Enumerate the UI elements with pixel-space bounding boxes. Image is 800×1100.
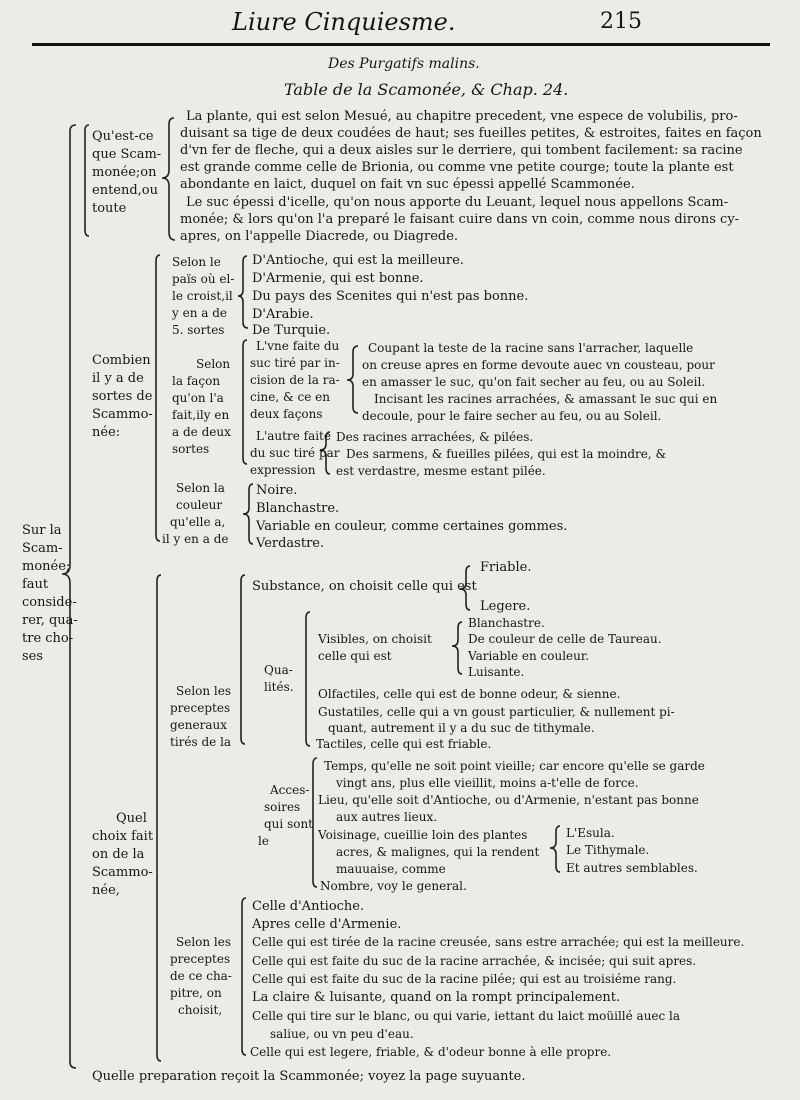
incision-label-line: L'vne faite du [256,339,340,353]
voisinage-item: Le Tithymale. [566,843,650,857]
chapitre-item: Celle qui est tirée de la racine creusée, sans estre arrachée; qui est la meilleure. [252,935,745,949]
substance-item: Legere. [480,599,531,614]
suc-text-line: Le suc épessi d'icelle, qu'on nous apporte du Leuant, lequel nous appellons Scam- [186,195,729,210]
pays-item: Du pays des Scenites qui n'est pas bonne. [252,289,529,304]
part1-label-line: Qu'est-ce [92,129,154,144]
chapitre-label-line: Selon les [176,935,232,949]
plante-text-line: est grande comme celle de Brionia, ou comme vne petite courge; toute la plante est [180,160,734,175]
facon-label-line: la façon [172,374,221,388]
qualites-label-line: Qua- [264,663,293,677]
expression-label-line: L'autre faite [256,429,331,443]
part2-label-line: née: [92,425,121,440]
accessoire-line: vingt ans, plus elle vieillit, moins a-t'elle de force. [336,776,639,790]
visibles-label-line: celle qui est [318,649,392,663]
expression-label-line: expression [250,463,316,477]
expression-text-line: est verdastre, mesme estant pilée. [336,464,546,478]
table-title: Table de la Scamonée, & Chap. 24. [284,80,569,99]
accessoire-line: acres, & malignes, qui la rendent [336,845,540,859]
chapitre-item: Celle qui est legere, friable, & d'odeur bonne à elle propre. [250,1045,612,1059]
pays-label-line: 5. sortes [172,323,225,337]
pays-label-line: le croist,il [172,289,233,303]
part3-label-line: née, [92,883,120,898]
qualite-line: Gustatiles, celle qui a vn goust particulier, & nullement pi- [318,705,675,719]
couleur-item: Blanchastre. [256,501,340,516]
part1-label-line: entend,ou [92,183,159,198]
incision-label-line: cine, & ce en [250,390,330,404]
facon-label-line: fait,ily en [172,408,230,422]
accessoire-line: Lieu, qu'elle soit d'Antioche, ou d'Armenie, n'estant pas bonne [318,793,699,807]
part1-label-line: toute [92,201,127,216]
incision-text-line: on creuse apres en forme devoute auec vn cousteau, pour [362,358,715,372]
root-label-line: rer, qua- [22,613,78,628]
part1-label-line: monée;on [92,165,157,180]
chapitre-item: Celle qui tire sur le blanc, ou qui varie, iettant du laict moüillé auec la [252,1009,681,1023]
expression-text-line: Des racines arrachées, & pilées. [336,430,534,444]
chapitre-label-line: choisit, [178,1003,223,1017]
facon-label-line: sortes [172,442,210,456]
footer-text: Quelle preparation reçoit la Scammonée; voyez la page suyuante. [92,1069,526,1084]
facon-label-line: Selon [196,357,231,371]
pays-item: De Turquie. [252,323,331,338]
substance-item: Friable. [480,560,532,575]
pays-item: D'Arabie. [252,307,314,322]
chapitre-item: saliue, ou vn peu d'eau. [270,1027,414,1041]
accessoires-label-line: Acces- [270,783,310,797]
plante-text-line: duisant sa tige de deux coudées de haut; ses fueilles petites, & estroites, faites en façon [180,126,762,141]
running-title: Liure Cinquiesme. [232,8,456,36]
couleur-label-line: qu'elle a, [170,515,226,529]
accessoire-line: Voisinage, cueillie loin des plantes [318,828,528,842]
pays-item: D'Armenie, qui est bonne. [252,271,424,286]
couleur-item: Variable en couleur, comme certaines gommes. [256,519,568,534]
couleur-item: Noire. [256,483,298,498]
chapitre-item: La claire & luisante, quand on la rompt principalement. [252,990,621,1005]
part3-label-line: Scammo- [92,865,153,880]
part2-label-line: sortes de [92,389,153,404]
accessoire-line: aux autres lieux. [336,810,438,824]
part3-label-line: on de la [92,847,145,862]
qualites-label-line: lités. [264,680,294,694]
couleur-item: Verdastre. [256,536,325,551]
plante-text-line: d'vn fer de fleche, qui a deux aisles sur le derriere, qui tombent facilement: sa racine [180,143,743,158]
root-label-line: faut [22,577,49,592]
pays-label-line: païs où el- [172,272,235,286]
pays-item: D'Antioche, qui est la meilleure. [252,253,464,268]
incision-text-line: decoule, pour le faire secher au feu, ou au Soleil. [362,409,662,423]
incision-label-line: suc tiré par in- [250,356,340,370]
root-label-line: monée; [22,559,71,574]
voisinage-item: L'Esula. [566,826,615,840]
couleur-label-line: Selon la [176,481,225,495]
incision-label-line: deux façons [250,407,323,421]
part2-label-line: Scammo- [92,407,153,422]
accessoire-line: Temps, qu'elle ne soit point vieille; car encore qu'elle se garde [324,759,705,773]
generaux-label-line: tirés de la [170,735,232,749]
header-rule [32,43,770,46]
incision-label-line: cision de la ra- [250,373,340,387]
visibles-item: Blanchastre. [468,616,545,630]
qualite-line: quant, autrement il y a du suc de tithymale. [328,721,595,735]
voisinage-item: Et autres semblables. [566,861,698,875]
generaux-label-line: Selon les [176,684,232,698]
accessoires-label-line: qui sont [264,817,313,831]
chapitre-label-line: preceptes [170,952,231,966]
visibles-item: Luisante. [468,665,525,679]
substance-text: Substance, on choisit celle qui est [252,579,477,594]
pays-label-line: Selon le [172,255,221,269]
generaux-label-line: preceptes [170,701,231,715]
suc-text-line: monée; & lors qu'on l'a preparé le faisant cuire dans vn coin, comme nous dirons cy- [180,212,740,227]
part2-label-line: Combien [92,353,151,368]
plante-text-line: abondante en laict, duquel on fait vn suc épessi appellé Scammonée. [180,177,635,192]
root-label-line: ses [22,649,44,664]
suc-text-line: apres, on l'appelle Diacrede, ou Diagrede. [180,229,459,244]
expression-label-line: du suc tiré par [250,446,340,460]
incision-text-line: Coupant la teste de la racine sans l'arracher, laquelle [368,341,694,355]
qualite-line: Olfactiles, celle qui est de bonne odeur, & sienne. [318,687,621,701]
accessoire-line: Nombre, voy le general. [320,879,467,893]
part3-label-line: Quel [116,811,147,826]
chapitre-item: Celle qui est faite du suc de la racine arrachée, & incisée; qui suit apres. [252,954,697,968]
visibles-item: De couleur de celle de Taureau. [468,632,662,646]
qualite-line: Tactiles, celle qui est friable. [316,737,492,751]
root-label-line: tre cho- [22,631,74,646]
couleur-label-line: couleur [176,498,223,512]
accessoires-label-line: le [258,834,269,848]
page-number: 215 [600,9,642,34]
accessoire-line: mauuaise, comme [336,862,446,876]
incision-text-line: en amasser le suc, qu'on fait secher au feu, ou au Soleil. [362,375,706,389]
chapitre-item: Celle d'Antioche. [252,899,365,914]
chapitre-label-line: de ce cha- [170,969,232,983]
expression-text-line: Des sarmens, & fueilles pilées, qui est la moindre, & [346,447,667,461]
root-label-line: conside- [22,595,77,610]
root-label-line: Sur la [22,523,62,538]
part1-label-line: que Scam- [92,147,162,162]
facon-label-line: a de deux [172,425,231,439]
part2-label-line: il y a de [92,371,144,386]
accessoires-label-line: soires [264,800,301,814]
pays-label-line: y en a de [172,306,227,320]
plante-text-line: La plante, qui est selon Mesué, au chapitre precedent, vne espece de volubilis, pro- [186,109,738,124]
chapitre-item: Celle qui est faite du suc de la racine pilée; qui est au troisiéme rang. [252,972,677,986]
section-title: Des Purgatifs malins. [328,56,480,72]
couleur-label-line: il y en a de [162,532,229,546]
visibles-item: Variable en couleur. [468,649,590,663]
incision-text-line: Incisant les racines arrachées, & amassant le suc qui en [374,392,718,406]
generaux-label-line: generaux [170,718,227,732]
part3-label-line: choix fait [92,829,154,844]
facon-label-line: qu'on l'a [172,391,224,405]
root-label-line: Scam- [22,541,63,556]
chapitre-label-line: pitre, on [170,986,222,1000]
chapitre-item: Apres celle d'Armenie. [252,917,402,932]
visibles-label-line: Visibles, on choisit [318,632,432,646]
